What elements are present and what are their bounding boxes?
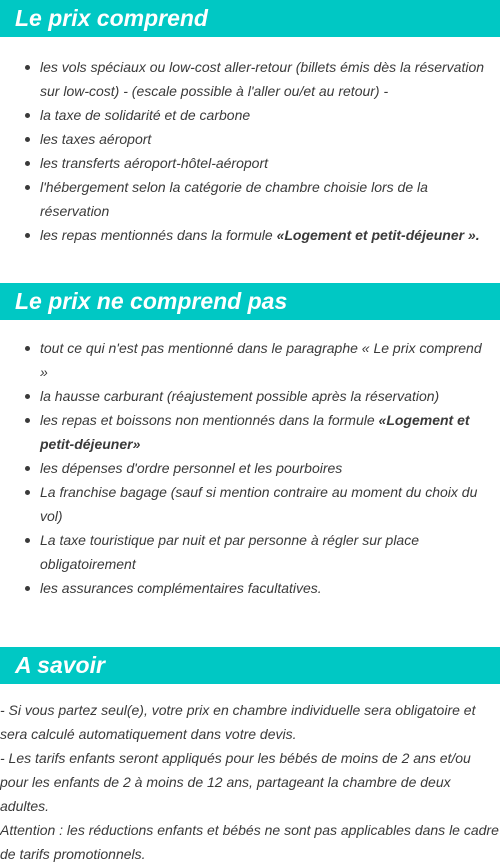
list-item: tout ce qui n'est pas mentionné dans le paragraphe « Le prix comprend » [40,336,492,384]
not-included-list [0,320,500,600]
list-item: la taxe de solidarité et de carbone [40,103,492,127]
list-item: la hausse carburant (réajustement possible après la réservation) [40,384,492,408]
info-paragraph: - Si vous partez seul(e), votre prix en chambre individuelle sera obligatoire et sera calculé automatiquement dans votre devis. [0,702,476,742]
list-item: La franchise bagage (sauf si mention contraire au moment du choix du vol) [40,480,492,528]
formula-name: «Logement et petit-déjeuner ». [276,227,480,243]
list-item: les taxes aéroport [40,127,492,151]
section-title-included: Le prix comprend [0,0,500,37]
formula-name: «Logement et petit-déjeuner» [40,412,470,452]
section-title-to-know: A savoir [0,647,500,684]
list-item: La taxe touristique par nuit et par personne à régler sur place obligatoirement [40,528,492,576]
list-item: les repas mentionnés dans la formule «Logement et petit-déjeuner ». [40,223,492,247]
info-paragraph: Attention : les réductions enfants et bébés ne sont pas applicables dans le cadre de tarifs promotionnels. [0,822,499,862]
included-list [0,37,500,247]
to-know-text [0,684,500,866]
list-item: les transferts aéroport-hôtel-aéroport [40,151,492,175]
list-item: les vols spéciaux ou low-cost aller-retour (billets émis dès la réservation sur low-cost) - (escale possible à l'aller ou/et au retour) - [40,55,492,103]
list-item: les dépenses d'ordre personnel et les pourboires [40,456,492,480]
list-item: les repas et boissons non mentionnés dans la formule «Logement et petit-déjeuner» [40,408,492,456]
info-paragraph: - Les tarifs enfants seront appliqués pour les bébés de moins de 2 ans et/ou pour les enfants de 2 à moins de 12 ans, partageant la chambre de deux adultes. [0,750,471,814]
section-title-not-included: Le prix ne comprend pas [0,283,500,320]
list-item: les assurances complémentaires facultatives. [40,576,492,600]
list-item: l'hébergement selon la catégorie de chambre choisie lors de la réservation [40,175,492,223]
